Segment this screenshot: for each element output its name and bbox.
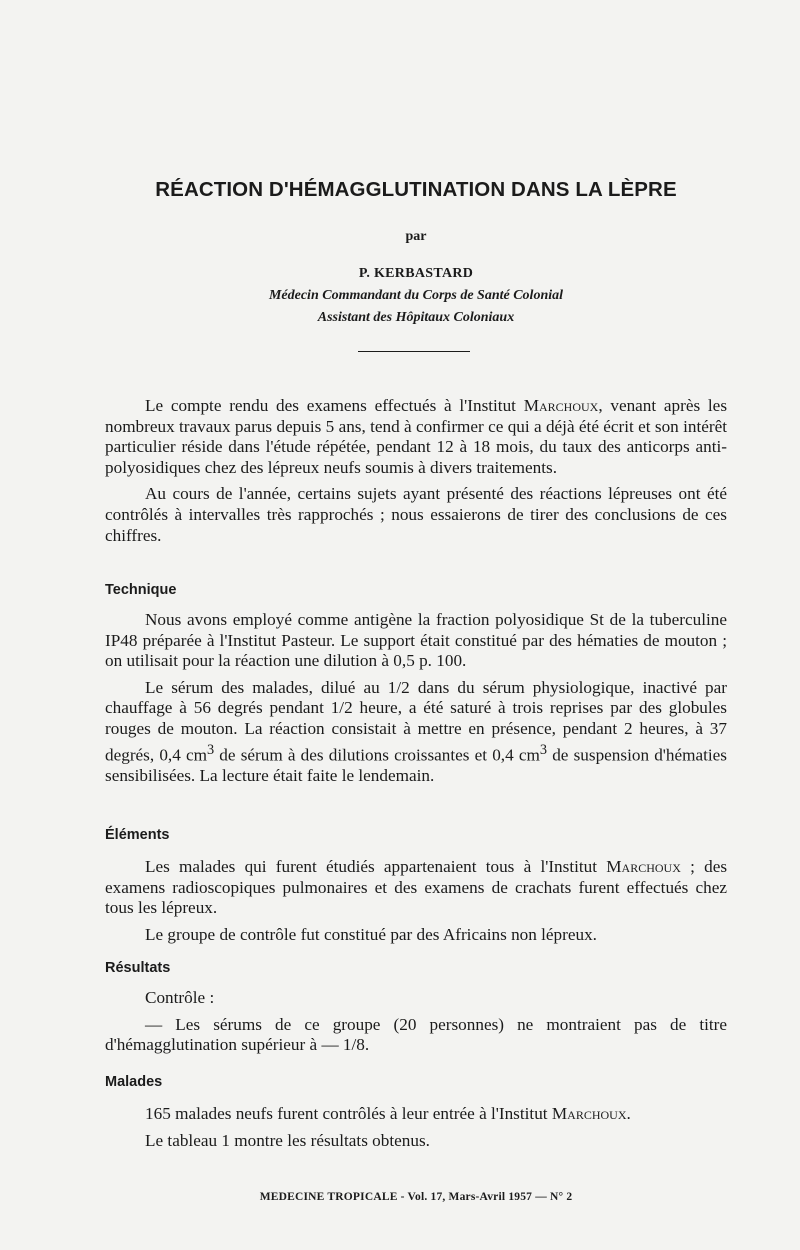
section-heading-elements: Éléments <box>105 827 170 843</box>
institute-name: Marchoux <box>523 396 599 415</box>
malades-paragraph-1: 165 malades neufs furent contrôlés à leur entrée à l'Institut Marchoux. <box>145 1104 631 1123</box>
author-name: P. KERBASTARD <box>358 266 474 281</box>
author-affiliation-1: Médecin Commandant du Corps de Santé Colonial <box>268 288 564 303</box>
technique-paragraph-1: Nous avons employé comme antigène la fraction polyosidique St de la tuberculine IP48 préparée à l'Institut Pasteur. Le support était constitué par des hématies de mouton ; on utilisait pour la réaction une dilution à 0,5 p. 100. <box>105 610 727 671</box>
section-heading-malades: Malades <box>105 1074 163 1090</box>
technique-paragraph-2: Le sérum des malades, dilué au 1/2 dans du sérum physiologique, inactivé par chauffage à 56 degrés pendant 1/2 heure, a été saturé à trois reprises par des globules rouges de mouton. La réaction consistait à mettre en présence, pendant 2 heures, à 37 degrés, 0,4 $cm^3$ de sérum à des dilutions croissantes et 0,4 $cm^3$ de suspension d'hématies sensibilisées. La lecture était faite le lendemain. <box>105 677 727 785</box>
article-title: RÉACTION D'HÉMAGGLUTINATION DANS LA LÈPRE <box>155 178 677 201</box>
intro-paragraph-2: Au cours de l'année, certains sujets ayant présenté des réactions lépreuses ont été contrôlés à intervalles très rapprochés ; nous essaierons de tirer des conclusions de ces chiffres. <box>105 484 727 545</box>
section-heading-resultats: Résultats <box>105 960 171 976</box>
title-divider <box>358 351 470 352</box>
elements-paragraph-1: Les malades qui furent étudiés appartenaient tous à l'Institut Marchoux ; des examens radioscopiques pulmonaires et des examens de crachats furent effectués chez tous les lépreux. <box>105 857 728 918</box>
intro-section <box>105 396 727 546</box>
author-affiliation-2: Assistant des Hôpitaux Coloniaux <box>317 310 515 325</box>
intro-paragraph-1: Le compte rendu des examens effectués à l'Institut Marchoux, venant après les nombreux travaux parus depuis 5 ans, tend à confirmer ce qui a déjà été écrit et son intérêt particulier réside dans l'étude répétée, pendant 12 à 18 mois, du taux des anticorps anti-polyosidiques chez des lépreux neufs soumis à divers traitements. <box>105 396 728 477</box>
resultats-paragraph-1: Contrôle : <box>145 988 215 1007</box>
elements-section <box>105 857 727 945</box>
technique-section <box>105 610 727 786</box>
institute-name: Marchoux <box>551 1104 627 1123</box>
journal-footer: MEDECINE TROPICALE - Vol. 17, Mars-Avril 1957 — N° 2 <box>259 1191 573 1203</box>
malades-paragraph-2: Le tableau 1 montre les résultats obtenus. <box>145 1130 430 1150</box>
section-heading-technique: Technique <box>105 582 177 598</box>
elements-paragraph-2: Le groupe de contrôle fut constitué par des Africains non lépreux. <box>145 924 597 944</box>
institute-name: Marchoux <box>606 857 681 876</box>
byline: par <box>405 229 427 244</box>
resultats-section <box>105 988 727 1056</box>
resultats-paragraph-2: — Les sérums de ce groupe (20 personnes) ne montraient pas de titre d'hémagglutination supérieur à — 1/8. <box>105 1014 727 1055</box>
malades-section <box>105 1104 727 1151</box>
